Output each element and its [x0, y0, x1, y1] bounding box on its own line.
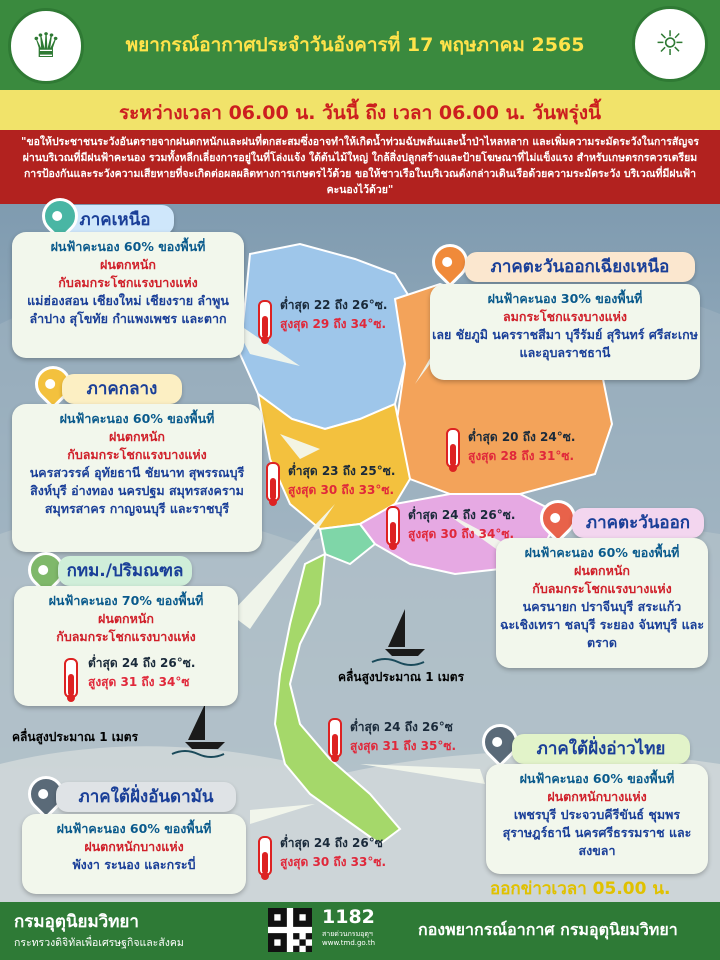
rain-chance: ฝนฟ้าคะนอง 70% ของพื้นที่: [48, 593, 204, 608]
region-box-northeast: [430, 284, 700, 380]
temp-min: ต่ำสุด 24 ถึง 26°ซ: [350, 720, 453, 734]
rain-chance: ฝนฟ้าคะนอง 60% ของพื้นที่: [519, 771, 675, 786]
affected-areas: เลย ชัยภูมิ นครราชสีมา บุรีรัมย์ สุรินทร์ ศรีสะเกษ และอุบลราชธานี: [432, 327, 698, 360]
affected-areas: นครสวรรค์ อุทัยธานี ชัยนาท สุพรรณบุรี สิงห์บุรี อ่างทอง นครปฐม สมุทรสงคราม สมุทรสาคร กาญจนบุรี และราชบุรี: [29, 465, 245, 516]
page-title: พยากรณ์อากาศประจำวันอังคารที่ 17 พฤษภาคม 2565: [125, 34, 585, 56]
issued-time: ออกข่าวเวลา 05.00 น.: [490, 879, 671, 899]
temp-max: สูงสุด 31 ถึง 35°ซ.: [350, 739, 457, 753]
wave-gulf: คลื่นสูงประมาณ 1 เมตร: [338, 670, 465, 684]
region-title-south-andaman: ภาคใต้ฝั่งอันดามัน: [56, 782, 236, 812]
temp-max: สูงสุด 29 ถึง 34°ซ.: [280, 317, 387, 331]
rain-chance: ฝนฟ้าคะนอง 60% ของพื้นที่: [524, 545, 680, 560]
footer-ministry: กระทรวงดิจิทัลเพื่อเศรษฐกิจและสังคม: [14, 937, 184, 949]
ministry-logo-icon: ♛: [8, 8, 84, 84]
thermometer-icon: [258, 300, 272, 340]
wave-andaman: คลื่นสูงประมาณ 1 เมตร: [12, 730, 139, 744]
tmd-logo-icon: ☼: [632, 6, 708, 82]
warning-text: "ขอให้ประชาชนระวังอันตรายจากฝนตกหนักและฝนที่ตกสะสมซึ่งอาจทำให้เกิดน้ำท่วมฉับพลันและน้ำป่าไหลหลาก และเพิ่มความระมัดระวังในการสัญจรผ่านบริเวณที่มีฝนฟ้าคะนอง รวมทั้งหลีกเลี่ยงการอยู่ในที่โล่งแจ้ง ใต้ต้นไม้ใหญ่ ใกล้สิ่งปลูกสร้างและป้ายโฆษณาที่ไม่แข็งแรง สำหรับเกษตรกรควรเตรียมการป้องกันและระวังความเสียหายที่จะเกิดต่อผลผลิตทางการเกษตรไว้ด้วย ขอให้ชาวเรือในบริเวณดังกล่าวเดินเรือด้วยความระมัดระวัง บริเวณที่มีฝนฟ้าคะนองไว้ด้วย": [20, 136, 700, 196]
temp-min: ต่ำสุด 24 ถึง 26°ซ.: [408, 508, 516, 522]
heavy-rain: ฝนตกหนัก: [100, 257, 156, 272]
heavy-rain: ฝนตกหนัก: [109, 429, 165, 444]
heavy-rain: ฝนตกหนักบางแห่ง: [547, 789, 647, 804]
region-box-east: [496, 538, 708, 668]
region-box-central: [12, 404, 262, 552]
hotline-subtext: สายด่วนกรมอุตุฯ www.tmd.go.th: [322, 930, 375, 947]
time-range: ระหว่างเวลา 06.00 น. วันนี้ ถึง เวลา 06.00 น. วันพรุ่งนี้: [118, 102, 602, 124]
region-box-south-andaman: [22, 814, 246, 894]
region-title-central: ภาคกลาง: [62, 374, 182, 404]
temp-min: ต่ำสุด 23 ถึง 25°ซ.: [288, 464, 396, 478]
region-title-north: ภาคเหนือ: [56, 205, 174, 235]
wind-warning: กับลมกระโชกแรงบางแห่ง: [532, 581, 672, 596]
qr-code-icon[interactable]: [268, 908, 312, 952]
affected-areas: นครนายก ปราจีนบุรี สระแก้ว ฉะเชิงเทรา ชลบุรี ระยอง จันทบุรี และตราด: [499, 599, 705, 650]
temp-min: ต่ำสุด 24 ถึง 26°ซ.: [88, 656, 196, 670]
region-title-bangkok: กทม./ปริมณฑล: [58, 556, 192, 586]
heavy-rain: ฝนตกหนัก: [574, 563, 630, 578]
footer-division: กองพยากรณ์อากาศ กรมอุตุนิยมวิทยา: [418, 920, 678, 939]
rain-chance: ฝนฟ้าคะนอง 30% ของพื้นที่: [487, 291, 643, 306]
region-title-south-gulf: ภาคใต้ฝั่งอ่าวไทย: [512, 734, 690, 764]
temp-east: [408, 506, 515, 544]
thermometer-icon: [64, 658, 78, 698]
thermometer-icon: [258, 836, 272, 876]
temp-central: [288, 462, 395, 500]
region-box-north: [12, 232, 244, 358]
region-title-east: ภาคตะวันออก: [572, 508, 704, 538]
temp-max: สูงสุด 30 ถึง 34°ซ.: [408, 527, 515, 541]
temp-max: สูงสุด 28 ถึง 31°ซ.: [468, 449, 575, 463]
temp-max: สูงสุด 30 ถึง 33°ซ.: [288, 483, 395, 497]
thermometer-icon: [266, 462, 280, 502]
region-box-south-gulf: [486, 764, 708, 874]
temp-min: ต่ำสุด 22 ถึง 26°ซ.: [280, 298, 388, 312]
thermometer-icon: [386, 506, 400, 546]
region-title-northeast: ภาคตะวันออกเฉียงเหนือ: [465, 252, 695, 282]
hotline-number: 1182: [322, 906, 375, 928]
heavy-rain: ฝนตกหนัก: [98, 611, 154, 626]
temp-north: [280, 296, 387, 334]
temp-max: สูงสุด 31 ถึง 34°ซ: [88, 675, 190, 689]
temp-south-gulf: [350, 718, 456, 756]
footer-dept: กรมอุตุนิยมวิทยา: [14, 912, 139, 932]
wind-warning: กับลมกระโชกแรงบางแห่ง: [67, 447, 207, 462]
thermometer-icon: [446, 428, 460, 468]
temp-south-andaman: [280, 834, 386, 872]
wind-warning: กับลมกระโชกแรงบางแห่ง: [58, 275, 198, 290]
affected-areas: แม่ฮ่องสอน เชียงใหม่ เชียงราย ลำพูน ลำปาง สุโขทัย กำแพงเพชร และตาก: [27, 293, 229, 326]
temp-max: สูงสุด 30 ถึง 33°ซ.: [280, 855, 387, 869]
wind-warning: ลมกระโชกแรงบางแห่ง: [503, 309, 627, 324]
affected-areas: เพชรบุรี ประจวบคีรีขันธ์ ชุมพร สุราษฎร์ธานี นครศรีธรรมราช และสงขลา: [502, 807, 692, 858]
temp-northeast: [468, 428, 575, 466]
rain-chance: ฝนฟ้าคะนอง 60% ของพื้นที่: [56, 821, 212, 836]
affected-areas: พังงา ระนอง และกระบี่: [72, 857, 196, 872]
thermometer-icon: [328, 718, 342, 758]
rain-chance: ฝนฟ้าคะนอง 60% ของพื้นที่: [50, 239, 206, 254]
wind-warning: กับลมกระโชกแรงบางแห่ง: [56, 629, 196, 644]
temp-bangkok: [88, 654, 195, 692]
temp-min: ต่ำสุด 24 ถึง 26°ซ: [280, 836, 383, 850]
heavy-rain: ฝนตกหนักบางแห่ง: [84, 839, 184, 854]
temp-min: ต่ำสุด 20 ถึง 24°ซ.: [468, 430, 576, 444]
rain-chance: ฝนฟ้าคะนอง 60% ของพื้นที่: [59, 411, 215, 426]
